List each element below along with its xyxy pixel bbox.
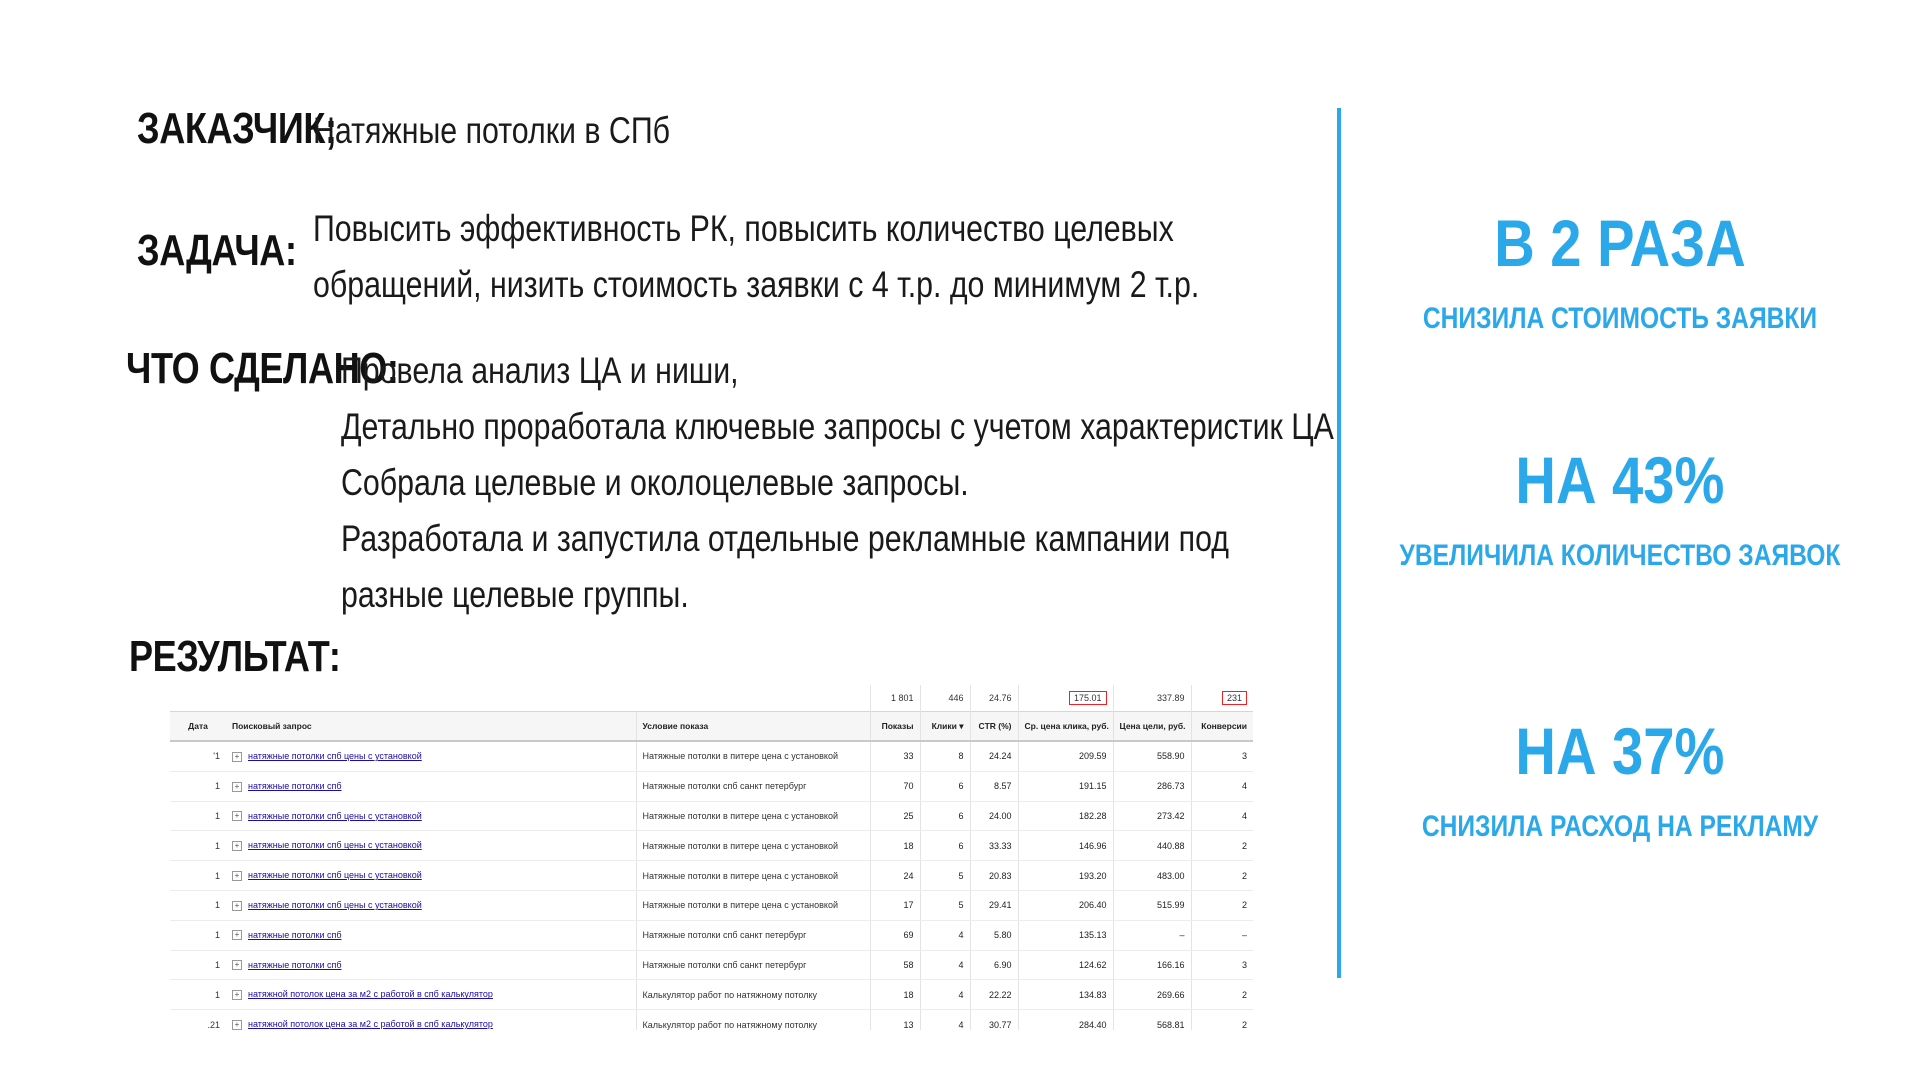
cell-clicks: 5 <box>920 890 970 920</box>
cell-date: 1 <box>170 890 226 920</box>
stat-3 <box>1340 713 1900 847</box>
task-line-1: Повысить эффективность РК, повысить количество целевых <box>313 208 1174 249</box>
cell-cpc: 182.28 <box>1018 801 1113 831</box>
cell-shows: 25 <box>870 801 920 831</box>
cell-shows: 70 <box>870 771 920 801</box>
table-row <box>170 831 1253 861</box>
expand-plus-icon[interactable]: + <box>232 871 242 881</box>
done-line-4: Разработала и запустила отдельные рекламные кампании под <box>341 518 1229 559</box>
cell-ctr: 6.90 <box>970 950 1018 980</box>
cell-conversions: 2 <box>1191 861 1253 891</box>
table-row <box>170 771 1253 801</box>
total-shows: 1 801 <box>870 685 920 712</box>
cell-shows: 17 <box>870 890 920 920</box>
client-label: ЗАКАЗЧИК; <box>137 104 337 153</box>
done-line-3: Собрала целевые и околоцелевые запросы. <box>341 462 969 503</box>
header-date[interactable]: Дата <box>170 712 226 742</box>
highlight-box: 175.01 <box>1069 691 1107 705</box>
cell-query <box>226 950 636 980</box>
cell-ctr: 29.41 <box>970 890 1018 920</box>
expand-plus-icon[interactable]: + <box>232 752 242 762</box>
query-link[interactable]: натяжные потолки спб цены с установкой <box>248 840 422 851</box>
cell-query <box>226 831 636 861</box>
cell-ctr: 22.22 <box>970 980 1018 1010</box>
cell-date: 1 <box>170 831 226 861</box>
cell-conversions: 3 <box>1191 741 1253 771</box>
total-clicks: 446 <box>920 685 970 712</box>
cell-conversions: 2 <box>1191 1010 1253 1030</box>
totals-row <box>170 685 1253 712</box>
cell-goal-cost: 558.90 <box>1113 741 1191 771</box>
query-link[interactable]: натяжной потолок цена за м2 с работой в спб калькулятор <box>248 989 493 1000</box>
task-text <box>313 201 1199 313</box>
cell-query <box>226 980 636 1010</box>
cell-ctr: 5.80 <box>970 920 1018 950</box>
expand-plus-icon[interactable]: + <box>232 841 242 851</box>
header-goal-cost[interactable]: Цена цели, руб. <box>1113 712 1191 742</box>
cell-shows: 58 <box>870 950 920 980</box>
cell-date: 1 <box>170 920 226 950</box>
header-query[interactable]: Поисковый запрос <box>226 712 636 742</box>
cell-shows: 13 <box>870 1010 920 1030</box>
expand-plus-icon[interactable]: + <box>232 960 242 970</box>
cell-condition: Калькулятор работ по натяжному потолку <box>636 980 870 1010</box>
cell-condition: Натяжные потолки спб санкт петербург <box>636 950 870 980</box>
query-link[interactable]: натяжные потолки спб <box>248 959 342 970</box>
query-link[interactable]: натяжные потолки спб <box>248 929 342 940</box>
cell-date: 1 <box>170 861 226 891</box>
cell-condition: Натяжные потолки в питере цена с установкой <box>636 890 870 920</box>
total-cpc <box>1018 685 1113 712</box>
cell-shows: 69 <box>870 920 920 950</box>
cell-ctr: 24.24 <box>970 741 1018 771</box>
stat-3-value: НА 37% <box>1515 714 1725 788</box>
stat-1-caption: СНИЗИЛА СТОИМОСТЬ ЗАЯВКИ <box>1422 302 1818 335</box>
cell-shows: 24 <box>870 861 920 891</box>
cell-query <box>226 890 636 920</box>
query-link[interactable]: натяжные потолки спб <box>248 780 342 791</box>
header-condition[interactable]: Условие показа <box>636 712 870 742</box>
done-line-2: Детально проработала ключевые запросы с учетом характеристик ЦА <box>341 406 1334 447</box>
cell-date: .21 <box>170 1010 226 1030</box>
cell-goal-cost: 269.66 <box>1113 980 1191 1010</box>
cell-cpc: 134.83 <box>1018 980 1113 1010</box>
done-text <box>341 343 1334 623</box>
cell-clicks: 8 <box>920 741 970 771</box>
query-link[interactable]: натяжные потолки спб цены с установкой <box>248 900 422 911</box>
query-link[interactable]: натяжные потолки спб цены с установкой <box>248 810 422 821</box>
cell-cpc: 193.20 <box>1018 861 1113 891</box>
stats-table-image <box>170 685 1253 1030</box>
cell-clicks: 4 <box>920 920 970 950</box>
cell-condition: Натяжные потолки спб санкт петербург <box>636 771 870 801</box>
table-row <box>170 861 1253 891</box>
cell-ctr: 20.83 <box>970 861 1018 891</box>
cell-conversions: – <box>1191 920 1253 950</box>
task-line-2: обращений, низить стоимость заявки с 4 т.р. до минимум 2 т.р. <box>313 264 1200 305</box>
stats-table <box>170 685 1253 1030</box>
cell-goal-cost: 568.81 <box>1113 1010 1191 1030</box>
cell-goal-cost: – <box>1113 920 1191 950</box>
cell-conversions: 2 <box>1191 980 1253 1010</box>
result-label: РЕЗУЛЬТАТ: <box>129 632 341 681</box>
cell-query <box>226 861 636 891</box>
header-clicks[interactable]: Клики ▾ <box>920 712 970 742</box>
cell-cpc: 206.40 <box>1018 890 1113 920</box>
expand-plus-icon[interactable]: + <box>232 990 242 1000</box>
cell-ctr: 24.00 <box>970 801 1018 831</box>
cell-date: 1 <box>170 950 226 980</box>
done-label: ЧТО СДЕЛАНО: <box>126 344 399 393</box>
query-link[interactable]: натяжной потолок цена за м2 с работой в спб калькулятор <box>248 1019 493 1030</box>
cell-goal-cost: 286.73 <box>1113 771 1191 801</box>
client-text: Натяжные потолки в СПб <box>313 110 671 151</box>
stat-2-value: НА 43% <box>1515 443 1725 517</box>
cell-condition: Калькулятор работ по натяжному потолку <box>636 1010 870 1030</box>
cell-goal-cost: 166.16 <box>1113 950 1191 980</box>
cell-query <box>226 1010 636 1030</box>
stat-2 <box>1340 442 1900 576</box>
cell-cpc: 191.15 <box>1018 771 1113 801</box>
header-shows[interactable]: Показы <box>870 712 920 742</box>
cell-cpc: 209.59 <box>1018 741 1113 771</box>
expand-plus-icon[interactable]: + <box>232 930 242 940</box>
cell-cpc: 135.13 <box>1018 920 1113 950</box>
table-header <box>170 712 1253 742</box>
cell-ctr: 33.33 <box>970 831 1018 861</box>
cell-cpc: 284.40 <box>1018 1010 1113 1030</box>
cell-date: 1 <box>170 980 226 1010</box>
cell-clicks: 5 <box>920 861 970 891</box>
cell-date: 1 <box>170 801 226 831</box>
expand-plus-icon[interactable]: + <box>232 782 242 792</box>
cell-condition: Натяжные потолки спб санкт петербург <box>636 920 870 950</box>
stat-1-value: В 2 РАЗА <box>1494 206 1746 280</box>
table-row <box>170 890 1253 920</box>
cell-ctr: 30.77 <box>970 1010 1018 1030</box>
cell-date: 1 <box>170 771 226 801</box>
cell-shows: 33 <box>870 741 920 771</box>
cell-conversions: 2 <box>1191 831 1253 861</box>
cell-clicks: 4 <box>920 1010 970 1030</box>
cell-goal-cost: 440.88 <box>1113 831 1191 861</box>
total-conversions <box>1191 685 1253 712</box>
expand-plus-icon[interactable]: + <box>232 811 242 821</box>
cell-clicks: 4 <box>920 980 970 1010</box>
cell-goal-cost: 273.42 <box>1113 801 1191 831</box>
cell-clicks: 4 <box>920 950 970 980</box>
task-label: ЗАДАЧА: <box>137 226 297 275</box>
cell-clicks: 6 <box>920 801 970 831</box>
cell-clicks: 6 <box>920 771 970 801</box>
stat-1 <box>1340 205 1900 339</box>
done-line-1: Провела анализ ЦА и ниши, <box>341 350 739 391</box>
cell-cpc: 124.62 <box>1018 950 1113 980</box>
stat-2-caption: УВЕЛИЧИЛА КОЛИЧЕСТВО ЗАЯВОК <box>1399 539 1841 572</box>
cell-conversions: 3 <box>1191 950 1253 980</box>
cell-ctr: 8.57 <box>970 771 1018 801</box>
cell-query <box>226 801 636 831</box>
query-link[interactable]: натяжные потолки спб цены с установкой <box>248 751 422 762</box>
table-row <box>170 920 1253 950</box>
stat-3-caption: СНИЗИЛА РАСХОД НА РЕКЛАМУ <box>1421 810 1819 843</box>
header-ctr[interactable]: CTR (%) <box>970 712 1018 742</box>
cell-query <box>226 741 636 771</box>
table-row <box>170 980 1253 1010</box>
cell-query <box>226 771 636 801</box>
cell-condition: Натяжные потолки в питере цена с установкой <box>636 831 870 861</box>
cell-shows: 18 <box>870 831 920 861</box>
cell-query <box>226 920 636 950</box>
cell-conversions: 4 <box>1191 801 1253 831</box>
cell-shows: 18 <box>870 980 920 1010</box>
table-row <box>170 801 1253 831</box>
cell-cpc: 146.96 <box>1018 831 1113 861</box>
total-ctr: 24.76 <box>970 685 1018 712</box>
cell-goal-cost: 515.99 <box>1113 890 1191 920</box>
table-row <box>170 950 1253 980</box>
cell-goal-cost: 483.00 <box>1113 861 1191 891</box>
cell-conversions: 2 <box>1191 890 1253 920</box>
cell-condition: Натяжные потолки в питере цена с установкой <box>636 741 870 771</box>
cell-clicks: 6 <box>920 831 970 861</box>
highlight-box: 231 <box>1222 691 1247 705</box>
expand-plus-icon[interactable]: + <box>232 901 242 911</box>
query-link[interactable]: натяжные потолки спб цены с установкой <box>248 870 422 881</box>
expand-plus-icon[interactable]: + <box>232 1020 242 1030</box>
header-conversions[interactable]: Конверсии <box>1191 712 1253 742</box>
cell-condition: Натяжные потолки в питере цена с установкой <box>636 801 870 831</box>
header-cpc[interactable]: Ср. цена клика, руб. <box>1018 712 1113 742</box>
cell-condition: Натяжные потолки в питере цена с установкой <box>636 861 870 891</box>
table-row <box>170 1010 1253 1030</box>
cell-date: '1 <box>170 741 226 771</box>
done-line-5: разные целевые группы. <box>341 574 689 615</box>
total-goal-cost: 337.89 <box>1113 685 1191 712</box>
cell-conversions: 4 <box>1191 771 1253 801</box>
table-row <box>170 741 1253 771</box>
